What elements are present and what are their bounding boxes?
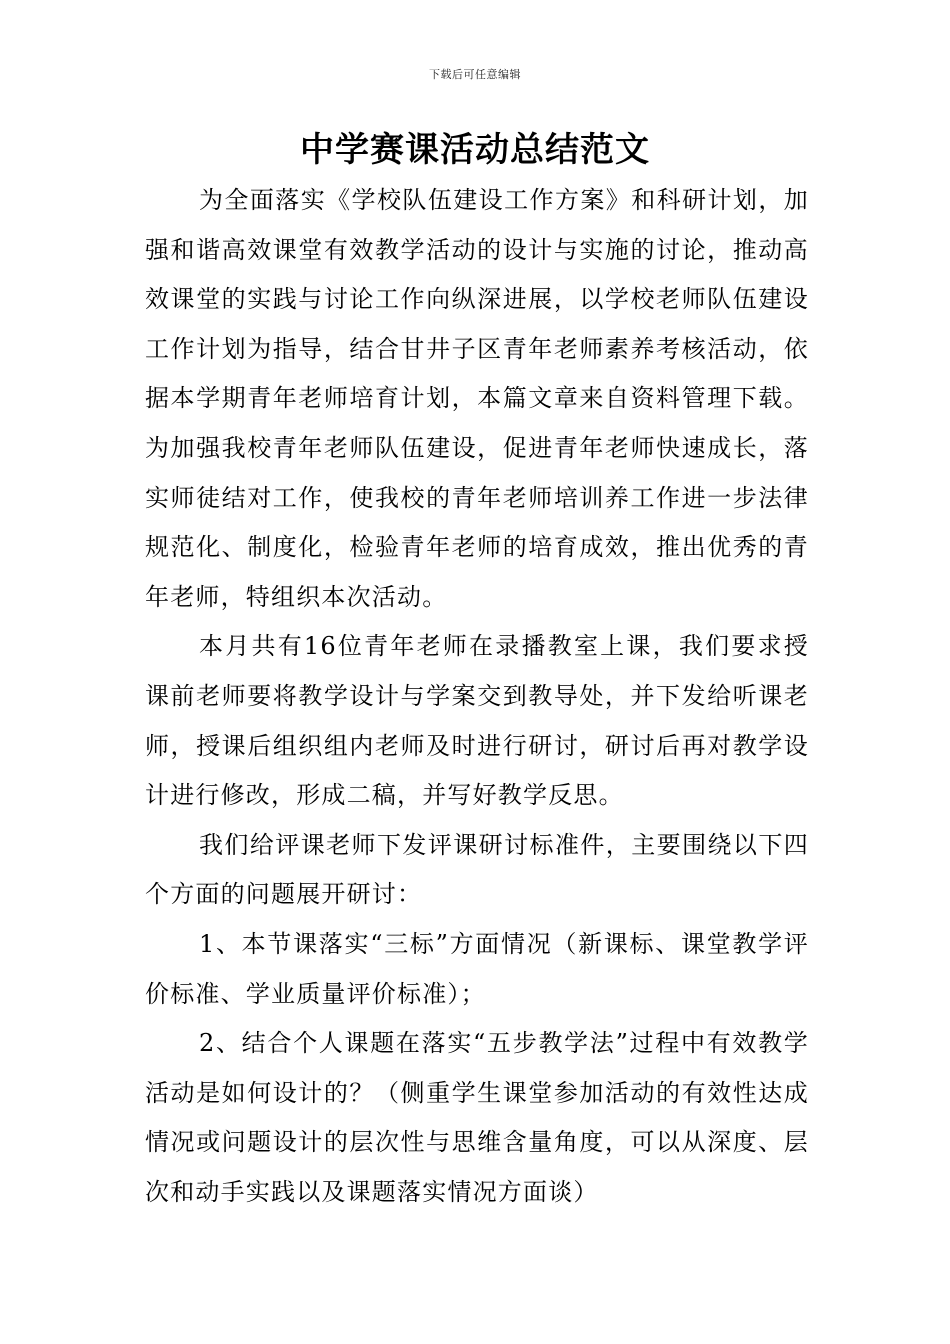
document-title: 中学赛课活动总结范文 — [300, 130, 650, 170]
paragraph-point-2: 2、结合个人课题在落实“五步教学法”过程中有效教学活动是如何设计的？（侧重学生课堂参加活动的有效性达成情况或问题设计的层次性与思维含量角度，可以从深度、层次和动手实践以及课题落实情况方面谈） — [145, 1029, 809, 1206]
document-body — [145, 176, 809, 1217]
paragraph-intro: 为全面落实《学校队伍建设工作方案》和科研计划，加强和谐高效课堂有效教学活动的设计与实施的讨论，推动高效课堂的实践与讨论工作向纵深进展，以学校老师队伍建设工作计划为指导，结合甘井子区青年老师素养考核活动，依据本学期青年老师培育计划，本篇文章来自资料管理下载。为加强我校青年老师队伍建设，促进青年老师快速成长，落实师徒结对工作，使我校的青年老师培训养工作进一步法律规范化、制度化，检验青年老师的培育成效，推出优秀的青年老师，特组织本次活动。 — [145, 186, 809, 611]
paragraph-evaluation: 我们给评课老师下发评课研讨标准件，主要围绕以下四个方面的问题展开研讨： — [145, 830, 809, 909]
header-note: 下载后可任意编辑 — [429, 68, 521, 81]
paragraph-lessons: 本月共有16位青年老师在录播教室上课，我们要求授课前老师要将教学设计与学案交到教导处，并下发给听课老师，授课后组织组内老师及时进行研讨，研讨后再对教学设计进行修改，形成二稿，并写好教学反思。 — [145, 632, 809, 810]
paragraph-point-1: 1、本节课落实“三标”方面情况（新课标、课堂教学评价标准、学业质量评价标准）； — [145, 929, 809, 1008]
